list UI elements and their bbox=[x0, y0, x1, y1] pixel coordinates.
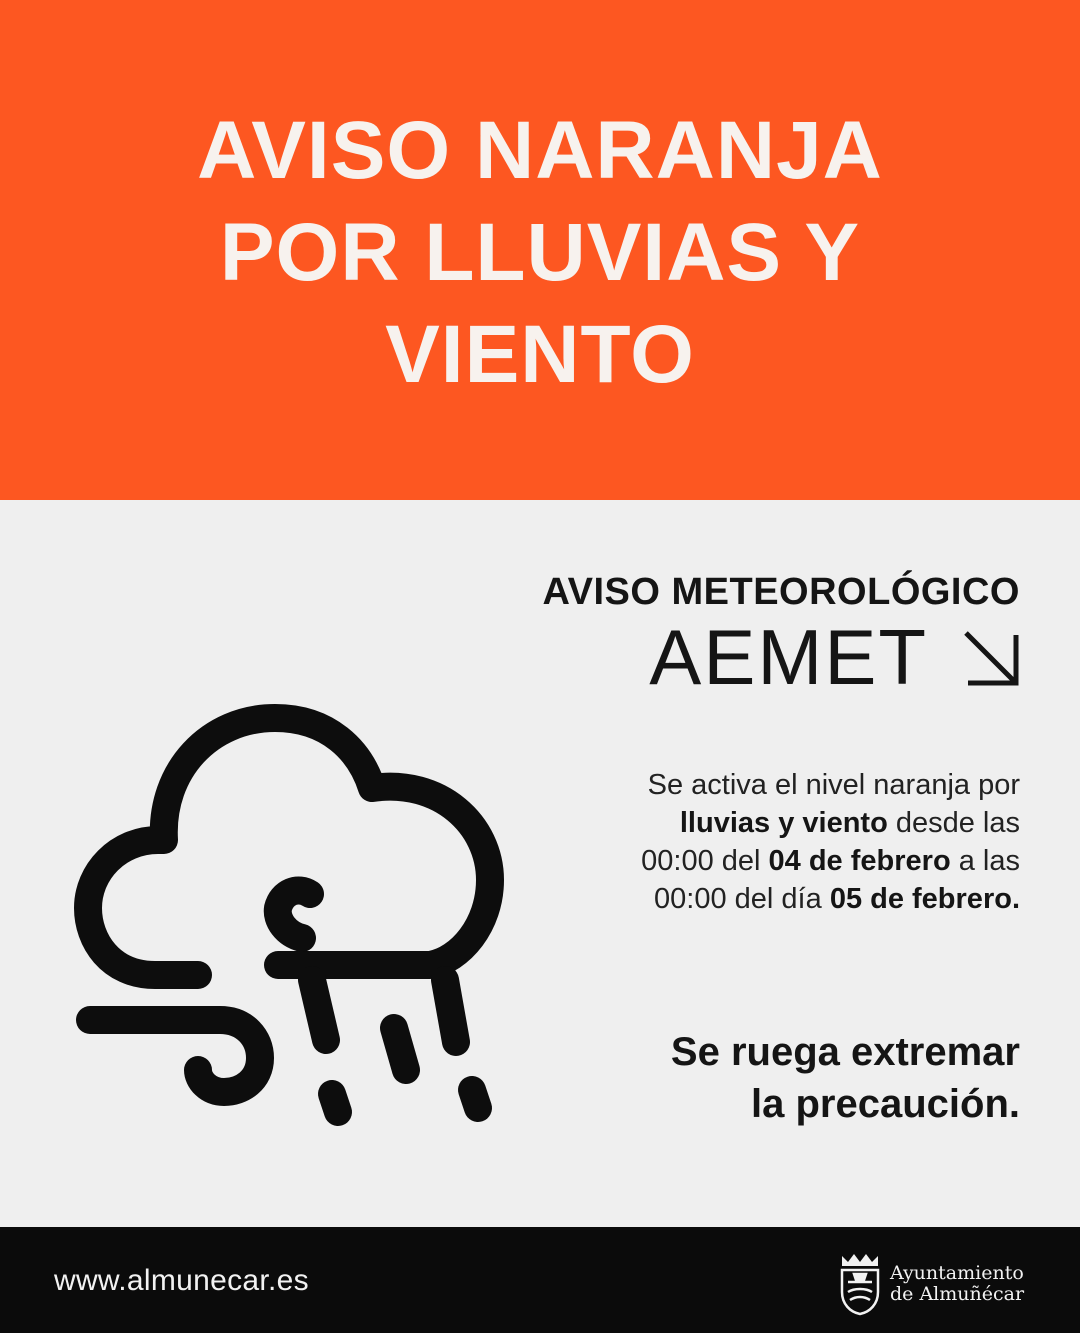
notice-source-row bbox=[649, 613, 1022, 701]
council-logo bbox=[836, 1252, 1024, 1316]
desc-text-1: Se activa el nivel naranja por bbox=[647, 769, 1020, 801]
desc-bold-1: lluvias y viento bbox=[679, 807, 888, 839]
precaution-line-2: la precaución. bbox=[751, 1082, 1020, 1126]
desc-text-3: 00:00 del bbox=[641, 845, 769, 877]
precaution-line-1: Se ruega extremar bbox=[670, 1030, 1020, 1074]
title-line-1: AVISO NARANJA bbox=[197, 105, 883, 196]
desc-text-4: a las bbox=[950, 845, 1020, 877]
council-name-line-1: Ayuntamiento bbox=[890, 1262, 1024, 1284]
desc-bold-3: 05 de febrero. bbox=[829, 883, 1020, 915]
title-line-2: POR LLUVIAS Y bbox=[219, 207, 861, 298]
crest-icon bbox=[836, 1252, 884, 1316]
desc-bold-2: 04 de febrero bbox=[768, 845, 951, 877]
council-name-line-2: de Almuñécar bbox=[890, 1283, 1025, 1305]
title-line-3: VIENTO bbox=[385, 309, 695, 400]
desc-text-2: desde las bbox=[887, 807, 1020, 839]
website-link[interactable]: www.almunecar.es bbox=[54, 1264, 309, 1297]
notice-label: AVISO METEOROLÓGICO bbox=[542, 571, 1020, 613]
council-name bbox=[890, 1263, 1024, 1305]
notice-source: AEMET bbox=[649, 613, 928, 701]
precaution-message bbox=[671, 1026, 1020, 1130]
desc-text-5: 00:00 del día bbox=[654, 883, 830, 915]
arrow-down-right-icon bbox=[958, 625, 1022, 689]
page-title bbox=[0, 100, 1080, 406]
notice-description bbox=[500, 766, 1020, 918]
cloud-rain-wind-icon bbox=[60, 680, 530, 1140]
